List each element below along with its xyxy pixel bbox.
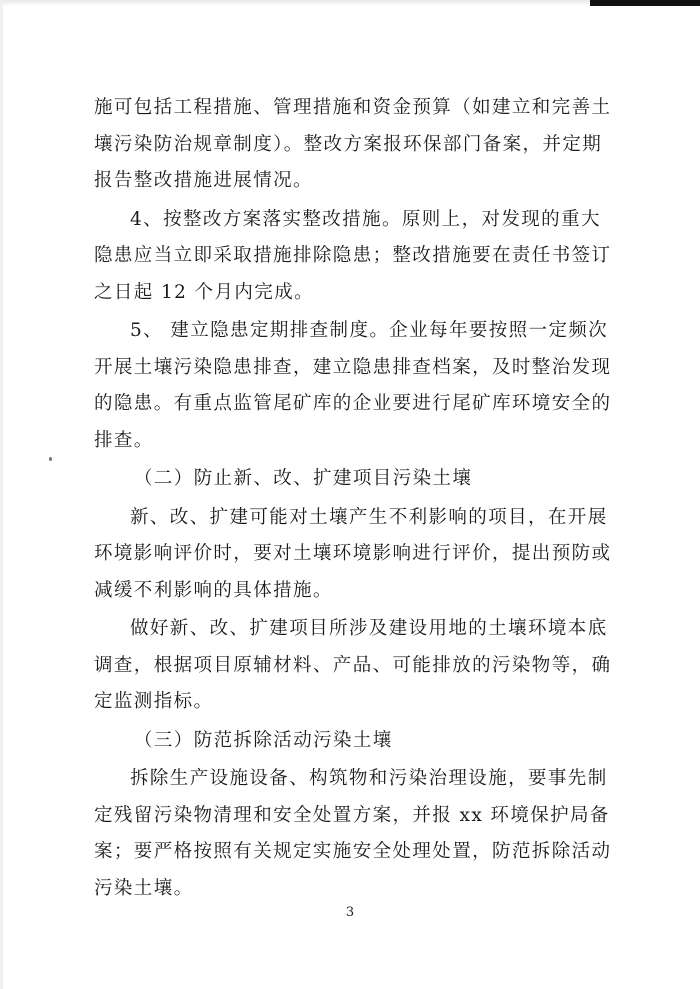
text-line: 隐患应当立即采取措施排除隐患；整改措施要在责任书签订 xyxy=(94,245,612,266)
scan-speck xyxy=(49,457,52,461)
paragraph-demolition xyxy=(94,761,612,907)
document-body xyxy=(94,90,612,907)
text-line: 定监测指标。 xyxy=(94,691,214,712)
text-line: 4、按整改方案落实整改措施。原则上，对发现的重大 xyxy=(130,208,601,230)
paragraph-new-projects xyxy=(94,500,612,610)
text-line: 做好新、改、扩建项目所涉及建设用地的土壤环境本底 xyxy=(130,618,608,639)
text-line: 调查，根据项目原辅材料、产品、可能排放的污染物等，确 xyxy=(94,654,612,676)
text-line: 拆除生产设施设备、构筑物和污染治理设施，要事先制 xyxy=(130,768,608,789)
text-line: 定残留污染物清理和安全处置方案，并报 xx 环境保护局备 xyxy=(94,804,610,826)
paragraph-baseline-survey xyxy=(94,611,612,721)
text-line: 环境影响评价时，要对土壤环境影响进行评价，提出预防或 xyxy=(94,543,612,564)
text-line: 减缓不利影响的具体措施。 xyxy=(94,579,333,601)
text-line: 排查。 xyxy=(94,429,154,451)
text-line: 的隐患。有重点监管尾矿库的企业要进行尾矿库环境安全的 xyxy=(94,393,612,414)
text-line: 报告整改措施进展情况。 xyxy=(94,170,313,191)
section-heading-2: （二）防止新、改、扩建项目污染土壤 xyxy=(134,468,473,489)
paragraph-rectification-plan xyxy=(94,90,612,200)
text-line: 壤污染防治规章制度）。整改方案报环保部门备案，并定期 xyxy=(94,133,603,155)
text-line: 污染土壤。 xyxy=(94,877,194,899)
scan-corner-mark xyxy=(590,0,700,6)
text-line: 之日起 12 个月内完成。 xyxy=(94,281,315,303)
paragraph-item-4 xyxy=(94,202,612,312)
scan-edge-left xyxy=(0,0,3,989)
page-number: 3 xyxy=(345,905,355,920)
paragraph-item-5 xyxy=(94,313,612,459)
section-heading-3: （三）防范拆除活动污染土壤 xyxy=(134,729,393,751)
text-line: 施可包括工程措施、管理措施和资金预算（如建立和完善土 xyxy=(94,97,612,118)
text-line: 开展土壤污染隐患排查，建立隐患排查档案，及时整治发现 xyxy=(94,356,612,378)
text-line: 案；要严格按照有关规定实施安全处理处置，防范拆除活动 xyxy=(94,841,612,862)
text-line: 5、 建立隐患定期排查制度。企业每年要按照一定频次 xyxy=(130,320,609,341)
text-line: 新、改、扩建可能对土壤产生不利影响的项目，在开展 xyxy=(130,506,608,528)
